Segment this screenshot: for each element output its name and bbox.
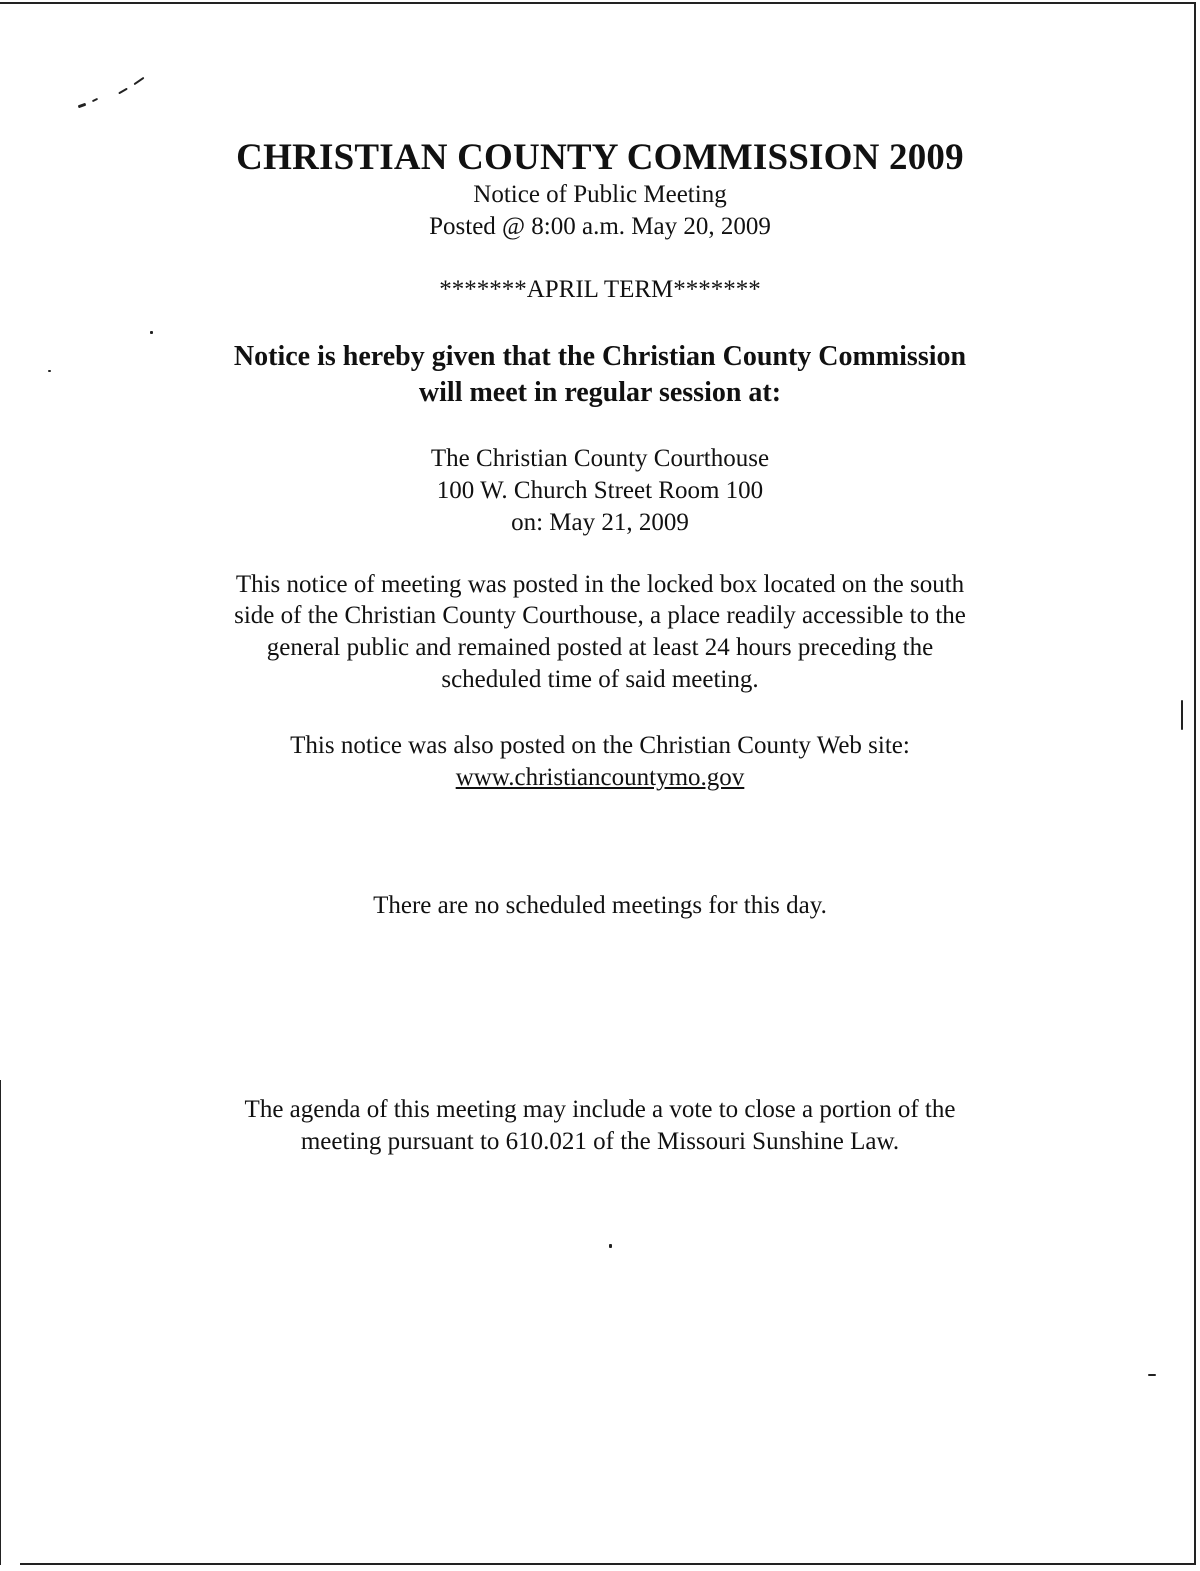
website-link[interactable]: www.christiancountymo.gov — [455, 764, 745, 791]
no-meetings-message: There are no scheduled meetings for this day. — [373, 892, 827, 919]
scan-border-bottom — [20, 1563, 1195, 1565]
scan-speck — [1148, 1374, 1156, 1376]
location-building: The Christian County Courthouse — [430, 445, 770, 472]
scan-speck — [1181, 700, 1183, 730]
posting-paragraph-line: scheduled time of said meeting. — [441, 666, 759, 693]
location-address: 100 W. Church Street Room 100 — [436, 477, 764, 504]
posting-paragraph-line: This notice of meeting was posted in the locked box located on the south — [235, 571, 965, 598]
scan-speck — [150, 331, 153, 334]
website-notice: This notice was also posted on the Christian County Web site: — [290, 732, 910, 759]
term-banner: *******APRIL TERM******* — [439, 276, 761, 303]
notice-line: will meet in regular session at: — [418, 377, 782, 408]
scan-speck — [118, 88, 128, 95]
scan-speck — [609, 1244, 612, 1248]
scan-speck — [134, 77, 145, 86]
scan-speck — [78, 103, 87, 109]
scan-speck — [92, 98, 98, 102]
scan-border-top — [0, 2, 1195, 4]
posted-timestamp: Posted @ 8:00 a.m. May 20, 2009 — [429, 213, 771, 240]
document-subtitle: Notice of Public Meeting — [473, 181, 727, 208]
agenda-note-line: meeting pursuant to 610.021 of the Missouri Sunshine Law. — [300, 1128, 900, 1155]
document-title: CHRISTIAN COUNTY COMMISSION 2009 — [236, 137, 964, 178]
posting-paragraph-line: side of the Christian County Courthouse, a place readily accessible to the — [234, 602, 966, 629]
agenda-note-line: The agenda of this meeting may include a vote to close a portion of the — [244, 1096, 956, 1123]
meeting-date: on: May 21, 2009 — [511, 509, 689, 536]
notice-line: Notice is hereby given that the Christian County Commission — [233, 341, 967, 372]
posting-paragraph-line: general public and remained posted at least 24 hours preceding the — [266, 634, 934, 661]
